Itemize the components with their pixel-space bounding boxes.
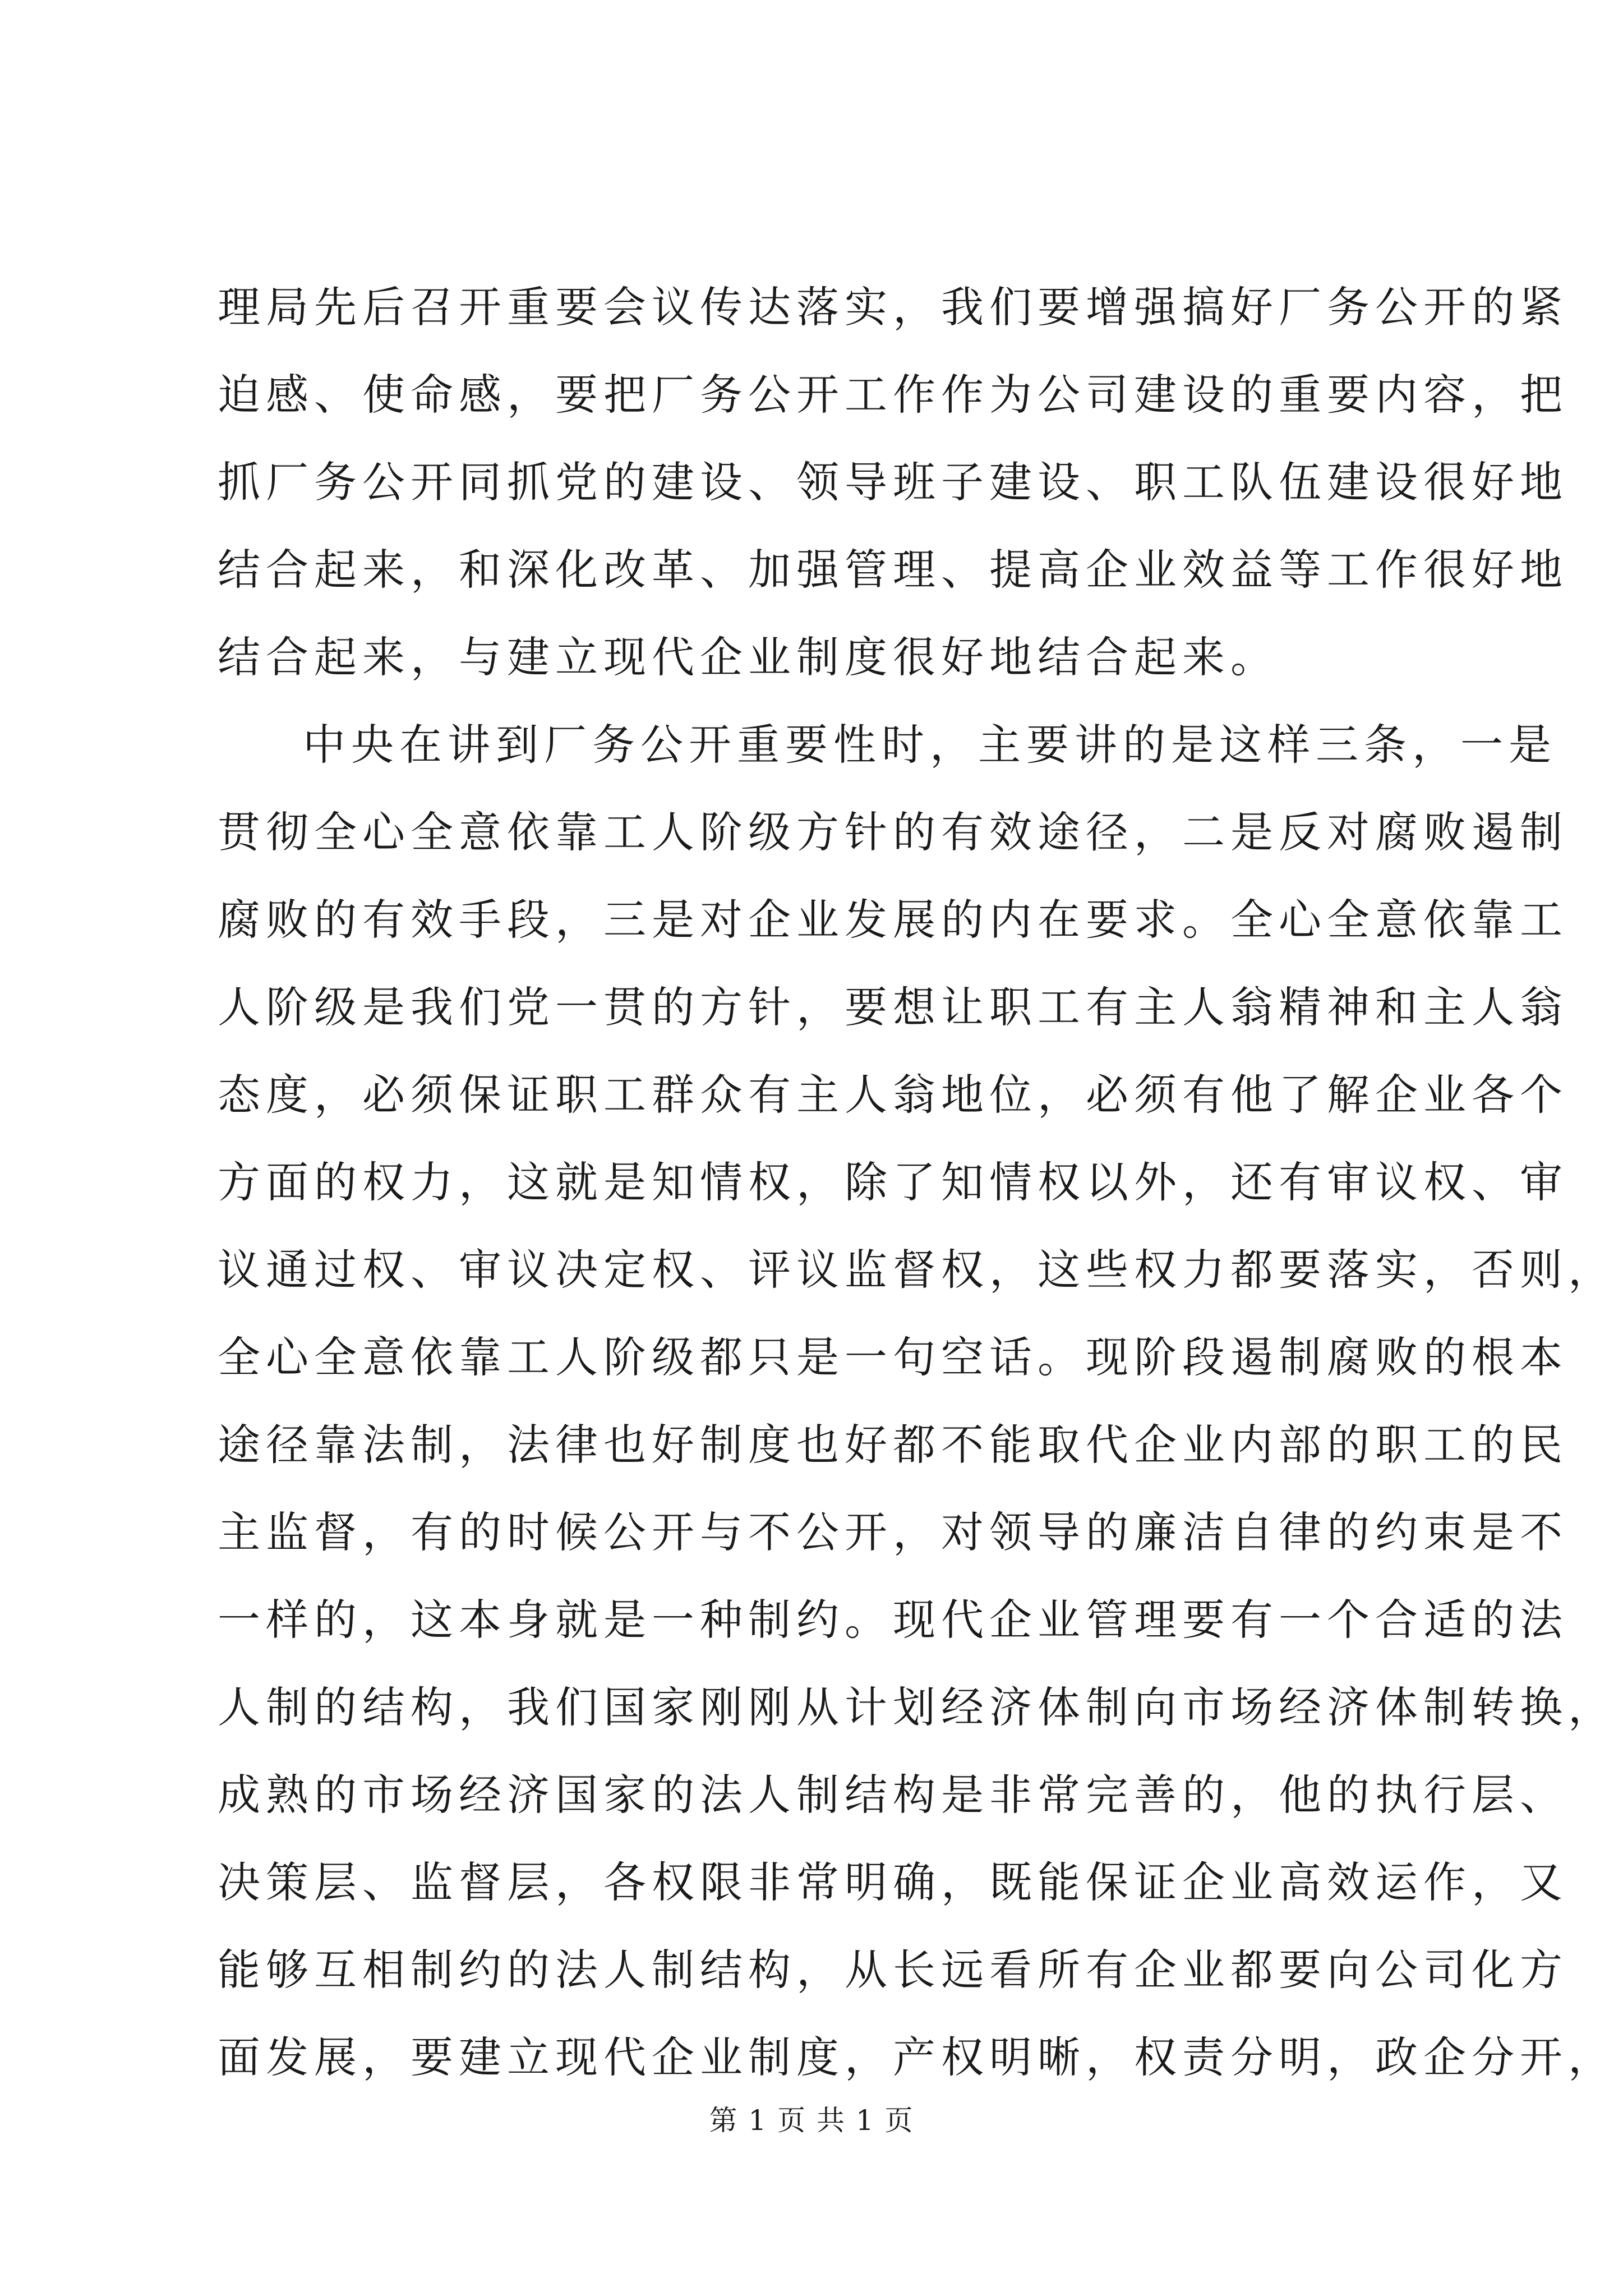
text-line: 能够互相制约的法人制结构，从长远看所有企业都要向公司化方	[218, 1945, 1568, 1995]
text-line: 迫感、使命感，要把厂务公开工作作为公司建设的重要内容，把	[218, 370, 1568, 420]
text-line: 面发展，要建立现代企业制度，产权明晰，权责分明，政企分开，	[218, 2032, 1616, 2082]
document-body	[218, 264, 1616, 2101]
text-line: 主监督，有的时候公开与不公开，对领导的廉洁自律的约束是不	[218, 1507, 1568, 1557]
text-line: 结合起来，与建立现代企业制度很好地结合起来。	[218, 632, 1279, 682]
text-line: 人制的结构，我们国家刚刚从计划经济体制向市场经济体制转换，	[218, 1682, 1616, 1732]
text-line: 腐败的有效手段，三是对企业发展的内在要求。全心全意依靠工	[218, 895, 1568, 945]
text-line: 一样的，这本身就是一种制约。现代企业管理要有一个合适的法	[218, 1595, 1568, 1645]
text-line: 态度，必须保证职工群众有主人翁地位，必须有他了解企业各个	[218, 1070, 1568, 1120]
text-line: 成熟的市场经济国家的法人制结构是非常完善的，他的执行层、	[218, 1770, 1568, 1820]
page-number-footer: 第 1 页 共 1 页	[709, 2104, 914, 2137]
text-line: 贯彻全心全意依靠工人阶级方针的有效途径，二是反对腐败遏制	[218, 807, 1568, 857]
text-line: 决策层、监督层，各权限非常明确，既能保证企业高效运作，又	[218, 1857, 1568, 1907]
text-line: 抓厂务公开同抓党的建设、领导班子建设、职工队伍建设很好地	[218, 457, 1568, 507]
text-line: 结合起来，和深化改革、加强管理、提高企业效益等工作很好地	[218, 545, 1568, 595]
text-line: 理局先后召开重要会议传达落实，我们要增强搞好厂务公开的紧	[218, 282, 1568, 332]
text-line: 人阶级是我们党一贯的方针，要想让职工有主人翁精神和主人翁	[218, 982, 1568, 1032]
text-line: 议通过权、审议决定权、评议监督权，这些权力都要落实，否则，	[218, 1245, 1616, 1295]
text-line: 全心全意依靠工人阶级都只是一句空话。现阶段遏制腐败的根本	[218, 1332, 1568, 1382]
paragraph-first-line: 中央在讲到厂务公开重要性时，主要讲的是这样三条，一是	[303, 720, 1557, 770]
text-line: 途径靠法制，法律也好制度也好都不能取代企业内部的职工的民	[218, 1420, 1568, 1470]
text-line: 方面的权力，这就是知情权，除了知情权以外，还有审议权、审	[218, 1157, 1568, 1207]
